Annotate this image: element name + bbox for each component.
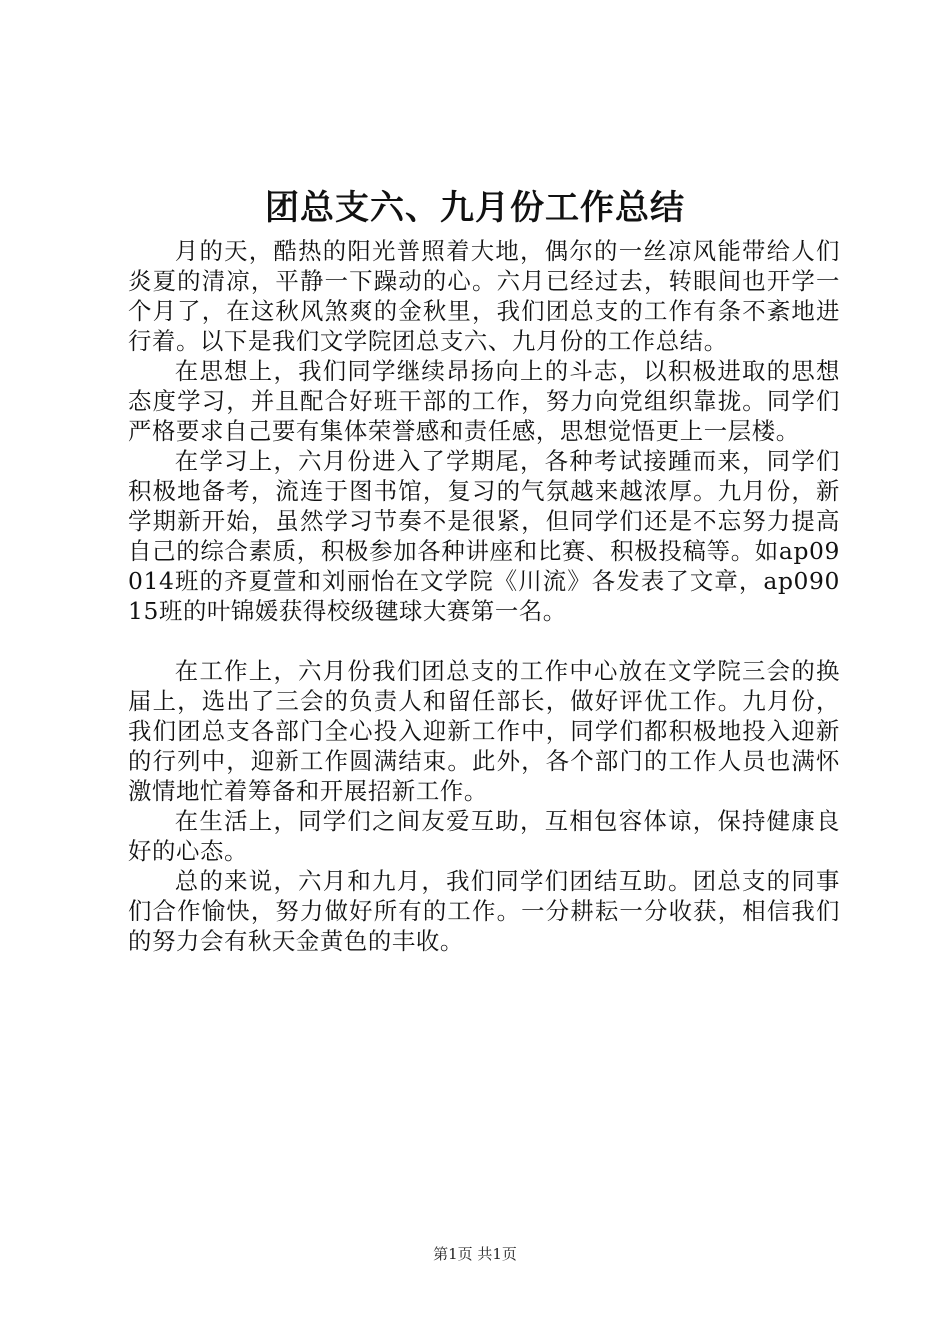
paragraph-thought: 在思想上，我们同学继续昂扬向上的斗志，以积极进取的思想态度学习，并且配合好班干部的工作，努力向党组织靠拢。同学们严格要求自己要有集体荣誉感和责任感，思想觉悟更上一层楼。 [128,357,840,445]
document-body [128,236,840,956]
paragraph-life: 在生活上，同学们之间友爱互助，互相包容体谅，保持健康良好的心态。 [128,807,840,865]
document-title: 团总支六、九月份工作总结 [265,188,685,228]
paragraph-work: 在工作上，六月份我们团总支的工作中心放在文学院三会的换届上，选出了三会的负责人和留任部长，做好评优工作。九月份，我们团总支各部门全心投入迎新工作中，同学们都积极地投入迎新的行列中，迎新工作圆满结束。此外，各个部门的工作人员也满怀激情地忙着筹备和开展招新工作。 [128,657,840,805]
page-number-footer: 第1页 共1页 [433,1245,517,1263]
paragraph-intro: 月的天，酷热的阳光普照着大地，偶尔的一丝凉风能带给人们炎夏的清凉，平静一下躁动的心。六月已经过去，转眼间也开学一个月了，在这秋风煞爽的金秋里，我们团总支的工作有条不紊地进行着。以下是我们文学院团总支六、九月份的工作总结。 [128,237,840,355]
paragraph-study: 在学习上，六月份进入了学期尾，各种考试接踵而来，同学们积极地备考，流连于图书馆，复习的气氛越来越浓厚。九月份，新学期新开始，虽然学习节奏不是很紧，但同学们还是不忘努力提高自己的综合素质，积极参加各种讲座和比赛、积极投稿等。如ap09014班的齐夏萱和刘丽怡在文学院《川流》各发表了文章，ap09015班的叶锦媛获得校级毽球大赛第一名。 [128,447,840,625]
paragraph-summary: 总的来说，六月和九月，我们同学们团结互助。团总支的同事们合作愉快，努力做好所有的工作。一分耕耘一分收获，相信我们的努力会有秋天金黄色的丰收。 [128,867,840,955]
